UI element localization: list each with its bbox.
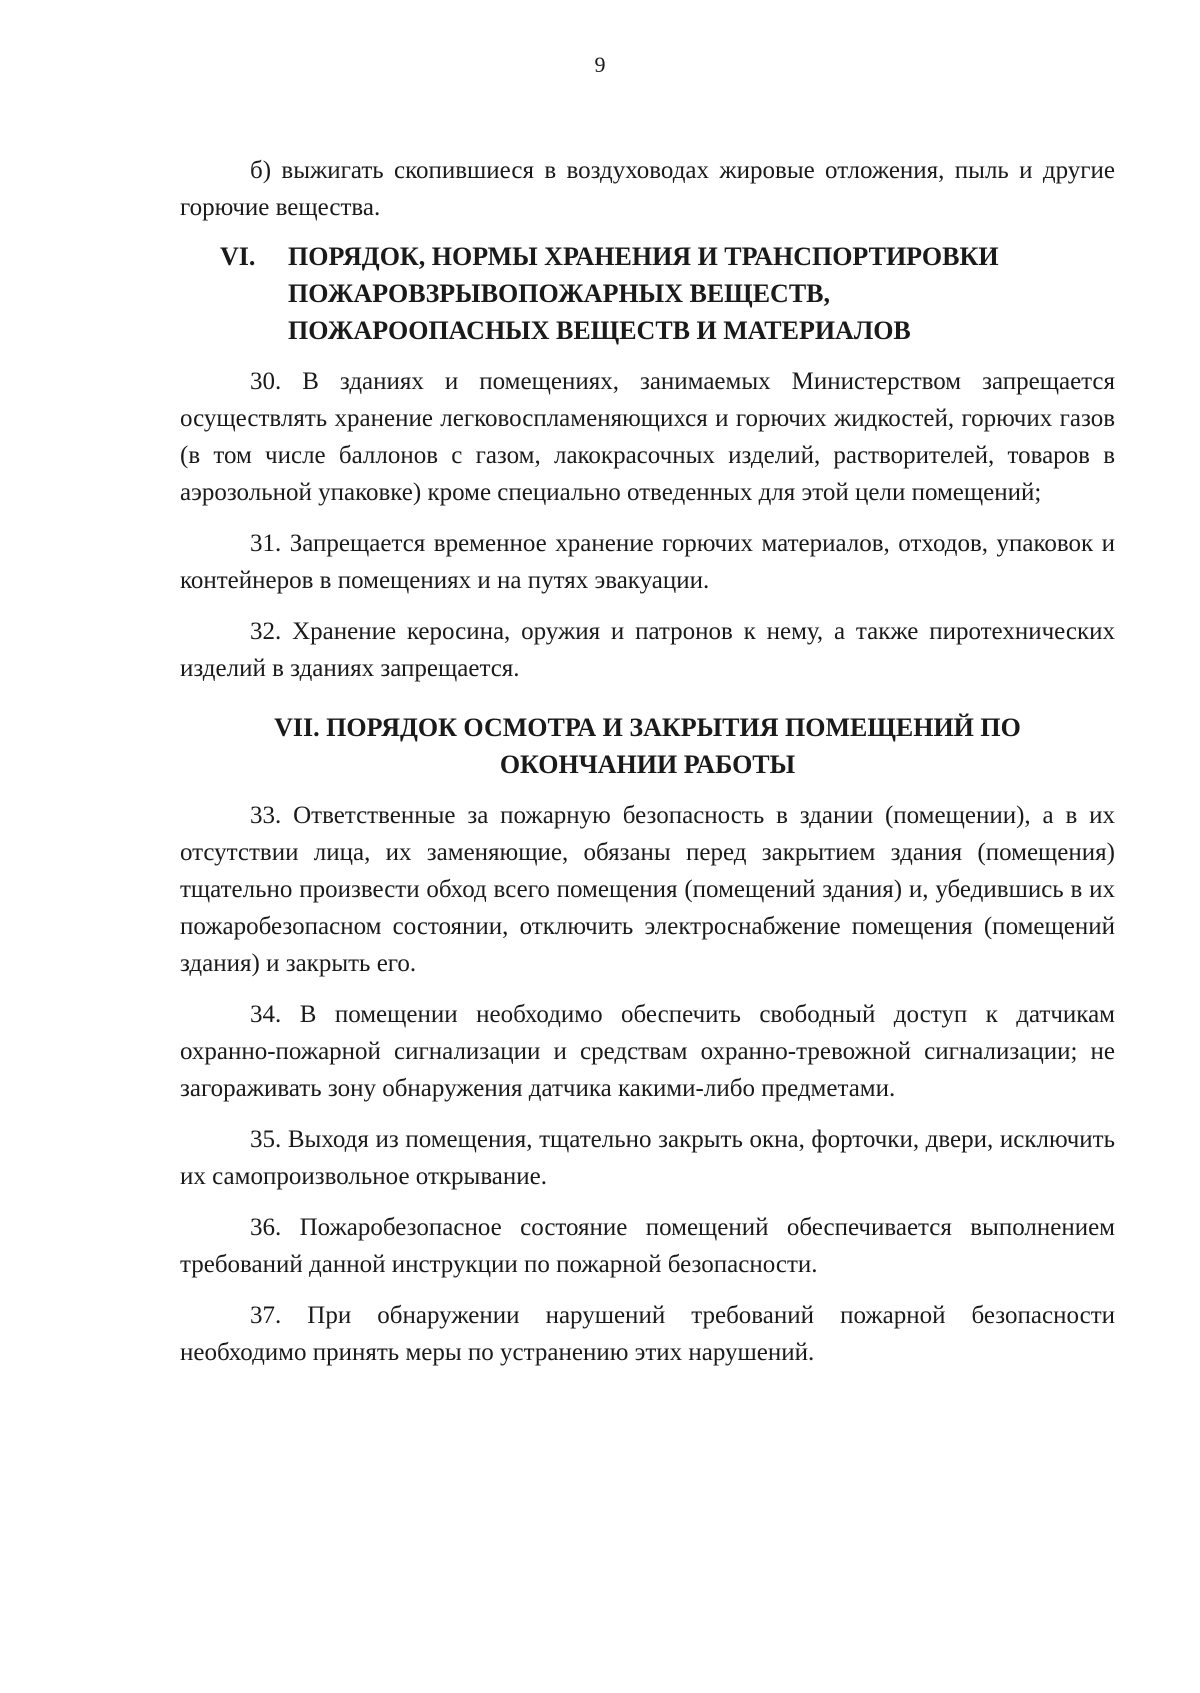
section-6-title-line: ПОЖАРОВЗРЫВОПОЖАРНЫХ ВЕЩЕСТВ, [288,279,831,308]
section-6-number: VI. [220,242,256,271]
paragraph-33: 33. Ответственные за пожарную безопасность в здании (помещении), а в их отсутствии лица, их заменяющие, обязаны перед закрытием здания (помещения) тщательно произвести обход всего помещения (помещений здания) и, убедившись в их пожаробезопасном состоянии, отключить электроснабжение помещения (помещений здания) и закрыть его. [180,802,1115,977]
paragraph-30: 30. В зданиях и помещениях, занимаемых Министерством запрещается осуществлять хранение легковоспламеняющихся и горючих жидкостей, горючих газов (в том числе баллонов с газом, лакокрасочных изделий, растворителей, товаров в аэрозольной упаковке) кроме специально отведенных для этой цели помещений; [180,368,1115,506]
section-7-title-line: VII. ПОРЯДОК ОСМОТРА И ЗАКРЫТИЯ ПОМЕЩЕНИЙ ПО [274,713,1021,742]
section-6-title [288,238,1115,349]
paragraph-31: 31. Запрещается временное хранение горючих материалов, отходов, упаковок и контейнеров в помещениях и на путях эвакуации. [180,530,1115,594]
section-7-heading [180,709,1115,783]
paragraph-37: 37. При обнаружении нарушений требований пожарной безопасности необходимо принять меры по устранению этих нарушений. [180,1302,1115,1366]
section-6-heading [180,238,1115,349]
section-6-title-line: ПОЖАРООПАСНЫХ ВЕЩЕСТВ И МАТЕРИАЛОВ [288,316,911,345]
paragraph-b: б) выжигать скопившиеся в воздуховодах жировые отложения, пыль и другие горючие вещества. [180,157,1115,221]
page-number: 9 [594,52,606,77]
section-6-title-line: ПОРЯДОК, НОРМЫ ХРАНЕНИЯ И ТРАНСПОРТИРОВКИ [288,242,999,271]
section-7-title-line: ОКОНЧАНИИ РАБОТЫ [499,750,796,779]
document-body [180,152,1115,1371]
paragraph-35: 35. Выходя из помещения, тщательно закрыть окна, форточки, двери, исключить их самопроизвольное открывание. [180,1126,1115,1190]
paragraph-34: 34. В помещении необходимо обеспечить свободный доступ к датчикам охранно-пожарной сигнализации и средствам охранно-тревожной сигнализации; не загораживать зону обнаружения датчика какими-либо предметами. [180,1001,1115,1102]
paragraph-32: 32. Хранение керосина, оружия и патронов к нему, а также пиротехнических изделий в зданиях запрещается. [180,618,1115,682]
paragraph-36: 36. Пожаробезопасное состояние помещений обеспечивается выполнением требований данной инструкции по пожарной безопасности. [180,1214,1115,1278]
